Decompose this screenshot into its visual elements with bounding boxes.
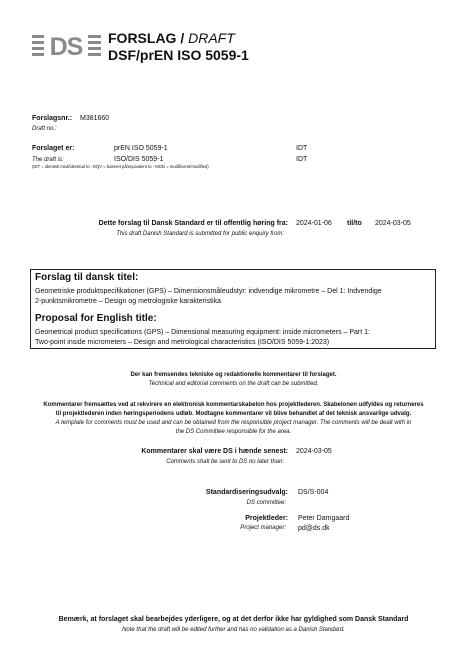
committee-value: DS/S-004 bbox=[298, 489, 329, 496]
proposal-is-row2-value: ISO/DIS 5059-1 bbox=[114, 156, 164, 163]
comments-instructions-en-line2: the DS Committee responsible for the area. bbox=[175, 429, 292, 435]
project-manager-label-en: Project manager: bbox=[240, 525, 286, 531]
header-title-main: FORSLAG / bbox=[108, 30, 185, 46]
proposal-number-label: Forslagsnr.: bbox=[32, 115, 73, 122]
proposal-is-row1-code: IDT bbox=[296, 145, 308, 152]
project-manager-label: Projektleder: bbox=[245, 515, 288, 522]
header-subtitle: DSF/prEN ISO 5059-1 bbox=[108, 47, 249, 63]
project-manager-name: Peter Damgaard bbox=[298, 515, 350, 522]
danish-title-line1: Geometriske produktspecifikationer (GPS) – Dimensionsmåleudstyr: indvendige mikrometre – Del 1: Indvendige bbox=[35, 288, 382, 295]
english-title-heading: Proposal for English title: bbox=[35, 313, 157, 324]
comments-instructions-da-line2: til projektlederen inden høringsperiodens udløb. Modtagne kommentarer vil blive behandlet af det teknisk ansvarlige udvalg. bbox=[55, 411, 412, 417]
deadline-value: 2024-03-05 bbox=[296, 448, 332, 455]
hearing-from-date: 2024-01-06 bbox=[296, 220, 332, 227]
committee-label-en: DS committee: bbox=[246, 500, 286, 506]
committee-label: Standardiseringsudvalg: bbox=[205, 489, 288, 496]
footer-note-da: Bemærk, at forslaget skal bearbejdes yderligere, og at det derfor ikke har gyldighed som Dansk Standard bbox=[58, 616, 409, 623]
comments-instructions-en-line1: A template for comments must be used and can be obtained from the responsible project manager. The comments will be dealt with in bbox=[55, 420, 412, 426]
proposal-number-label-en: Draft no.: bbox=[32, 126, 57, 132]
english-title-line1: Geometrical product specifications (GPS) – Dimensional measuring equipment: inside micrometers – Part 1: bbox=[35, 329, 370, 336]
project-manager-email[interactable]: pd@ds.dk bbox=[298, 525, 330, 532]
proposal-is-row1-value: prEN ISO 5059-1 bbox=[114, 145, 168, 152]
deadline-label-en: Comments shall be sent to DS no later than: bbox=[166, 459, 284, 465]
header-title-draft: DRAFT bbox=[188, 30, 235, 46]
comments-instructions-da-line1: Kommentarer fremsættes ved at rekvirere en elektronisk kommentarskabelon hos projektlederen. Skabelonen udfyldes og returneres bbox=[43, 402, 424, 408]
logo-text: DS bbox=[49, 34, 83, 56]
proposal-is-legend: (IDT = identisk med/identical to - EQV = baseret på/equivalent to - MOD = modificeret/modified) bbox=[32, 164, 209, 169]
deadline-label: Kommentarer skal være DS i hænde senest: bbox=[141, 448, 288, 455]
hearing-label: Dette forslag til Dansk Standard er til offentlig høring fra: bbox=[98, 220, 288, 227]
comments-intro-en: Technical and editorial comments on the draft can be submitted. bbox=[148, 381, 319, 387]
comments-intro-da: Der kan fremsendes tekniske og redaktionelle kommentarer til forslaget. bbox=[130, 372, 337, 378]
proposal-number-value: M381660 bbox=[80, 115, 110, 122]
title-box bbox=[30, 269, 436, 349]
footer-note-en: Note that the draft will be edited further and has no validation as a Danish Standard. bbox=[122, 627, 345, 633]
hearing-to-date: 2024-03-05 bbox=[375, 220, 411, 227]
header-title bbox=[108, 30, 235, 46]
danish-title-heading: Forslag til dansk titel: bbox=[35, 272, 139, 283]
hearing-to-label: til/to bbox=[347, 220, 362, 227]
proposal-is-row2-code: IDT bbox=[296, 156, 308, 163]
proposal-is-label-en: The draft is: bbox=[32, 157, 64, 163]
danish-title-line2: 2-punktsmikrometre – Design og metrologiske karakteristika bbox=[35, 298, 221, 305]
ds-logo bbox=[32, 34, 102, 56]
english-title-line2: Two-point inside micrometers – Design and metrological characteristics (ISO/DIS 5059-1:2023) bbox=[35, 339, 330, 346]
proposal-is-label: Forslaget er: bbox=[32, 145, 75, 152]
hearing-label-en: This draft Danish Standard is submitted for public enquiry from: bbox=[116, 231, 284, 237]
ds-logo-graphic bbox=[32, 34, 102, 56]
